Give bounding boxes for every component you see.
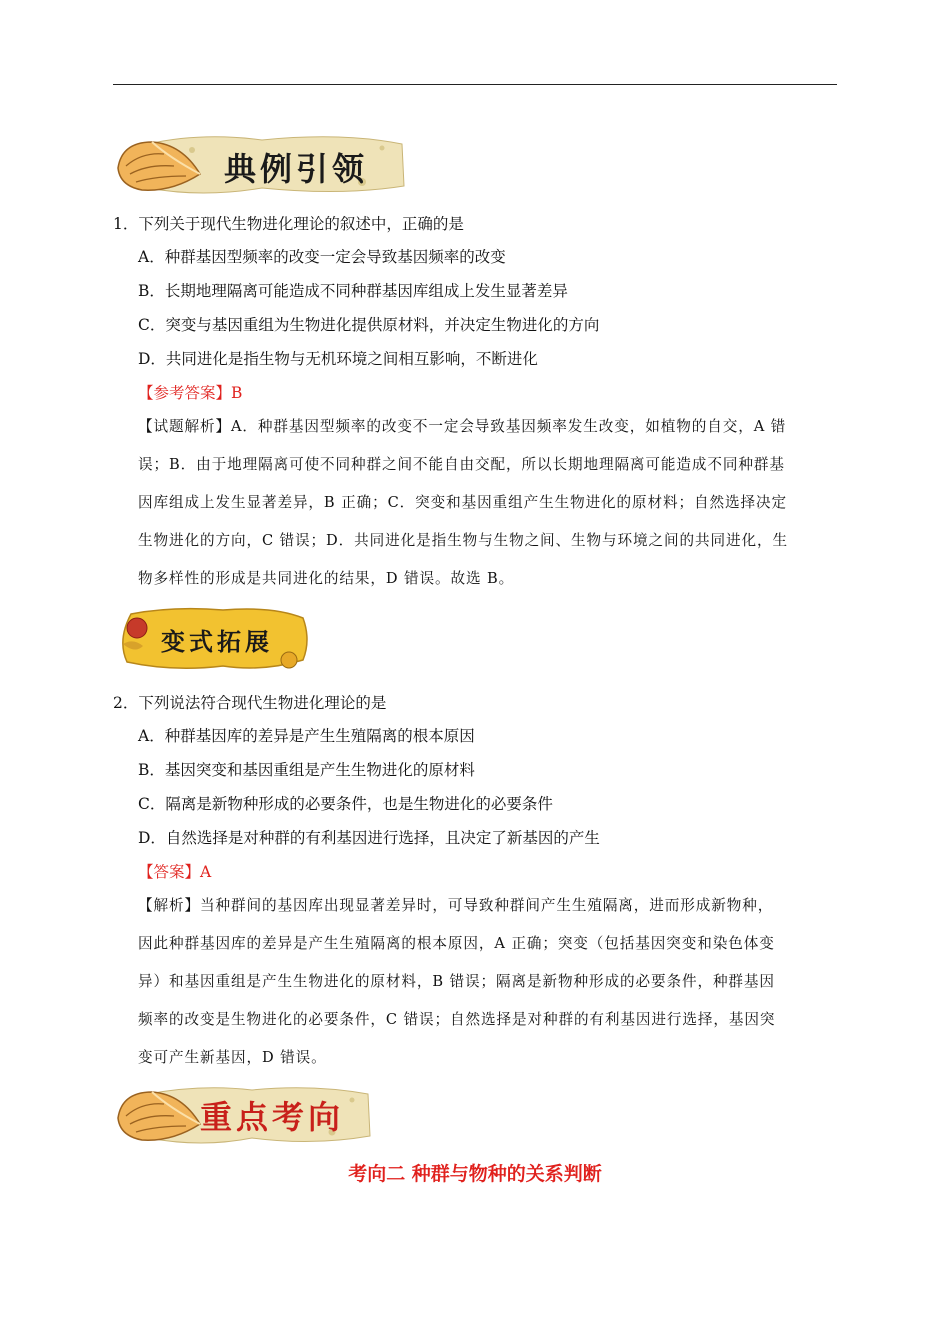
explanation-line: 因此种群基因库的差异是产生生殖隔离的根本原因，A 正确；突变（包括基因突变和染色体变 (138, 935, 775, 952)
question-1-option-b: B．长期地理隔离可能造成不同种群基因库组成上发生显著差异 (138, 282, 568, 300)
explanation-line: 频率的改变是生物进化的必要条件，C 错误；自然选择是对种群的有利基因进行选择，基因突 (138, 1011, 776, 1028)
question-2-explanation (138, 887, 838, 1077)
variant-banner (113, 600, 313, 678)
explanation-line: 异）和基因重组是产生生物进化的原材料，B 错误；隔离是新物种形成的必要条件，种群基因 (138, 973, 775, 990)
conch-shell-icon (112, 1084, 204, 1148)
question-1-option-a: A．种群基因型频率的改变一定会导致基因频率的改变 (138, 248, 506, 266)
question-1-option-c: C．突变与基因重组为生物进化提供原材料，并决定生物进化的方向 (138, 316, 600, 334)
variant-banner-title: 变式拓展 (161, 628, 273, 656)
question-2-option-d: D．自然选择是对种群的有利基因进行选择，且决定了新基因的产生 (138, 829, 600, 847)
question-2-stem: 2．下列说法符合现代生物进化理论的是 (113, 694, 387, 712)
header-rule (113, 84, 837, 85)
explanation-line: 【试题解析】A．种群基因型频率的改变不一定会导致基因频率发生改变，如植物的自交，A 错 (138, 418, 787, 435)
focus-banner-title: 重点考向 (200, 1098, 345, 1136)
question-1-option-d: D．共同进化是指生物与无机环境之间相互影响，不断进化 (138, 350, 538, 368)
explanation-line: 因库组成上发生显著差异，B 正确；C．突变和基因重组产生生物进化的原材料；自然选择决定 (138, 494, 787, 511)
conch-shell-icon (112, 134, 204, 198)
focus-banner (112, 1078, 374, 1150)
explanation-line: 误；B．由于地理隔离可使不同种群之间不能自由交配，所以长期地理隔离可能造成不同种群基 (138, 456, 785, 473)
question-1-answer: 【参考答案】B (138, 384, 243, 402)
explanation-line: 变可产生新基因，D 错误。 (138, 1049, 327, 1066)
question-2-option-a: A．种群基因库的差异是产生生殖隔离的根本原因 (138, 727, 475, 745)
explanation-line: 生物进化的方向，C 错误；D．共同进化是指生物与生物之间、生物与环境之间的共同进化，生 (138, 532, 788, 549)
explanation-line: 【解析】当种群间的基因库出现显著差异时，可导致种群间产生生殖隔离，进而形成新物种， (138, 897, 774, 914)
question-1-explanation (138, 408, 838, 598)
example-banner (112, 128, 412, 200)
explanation-line: 物多样性的形成是共同进化的结果，D 错误。故选 B。 (138, 570, 515, 587)
question-1-stem: 1．下列关于现代生物进化理论的叙述中，正确的是 (113, 215, 464, 233)
question-2-option-b: B．基因突变和基因重组是产生生物进化的原材料 (138, 761, 475, 779)
example-banner-title: 典例引领 (224, 150, 369, 188)
question-2-answer: 【答案】A (138, 863, 212, 881)
section-title: 考向二 种群与物种的关系判断 (348, 1163, 602, 1185)
question-2-option-c: C．隔离是新物种形成的必要条件，也是生物进化的必要条件 (138, 795, 553, 813)
